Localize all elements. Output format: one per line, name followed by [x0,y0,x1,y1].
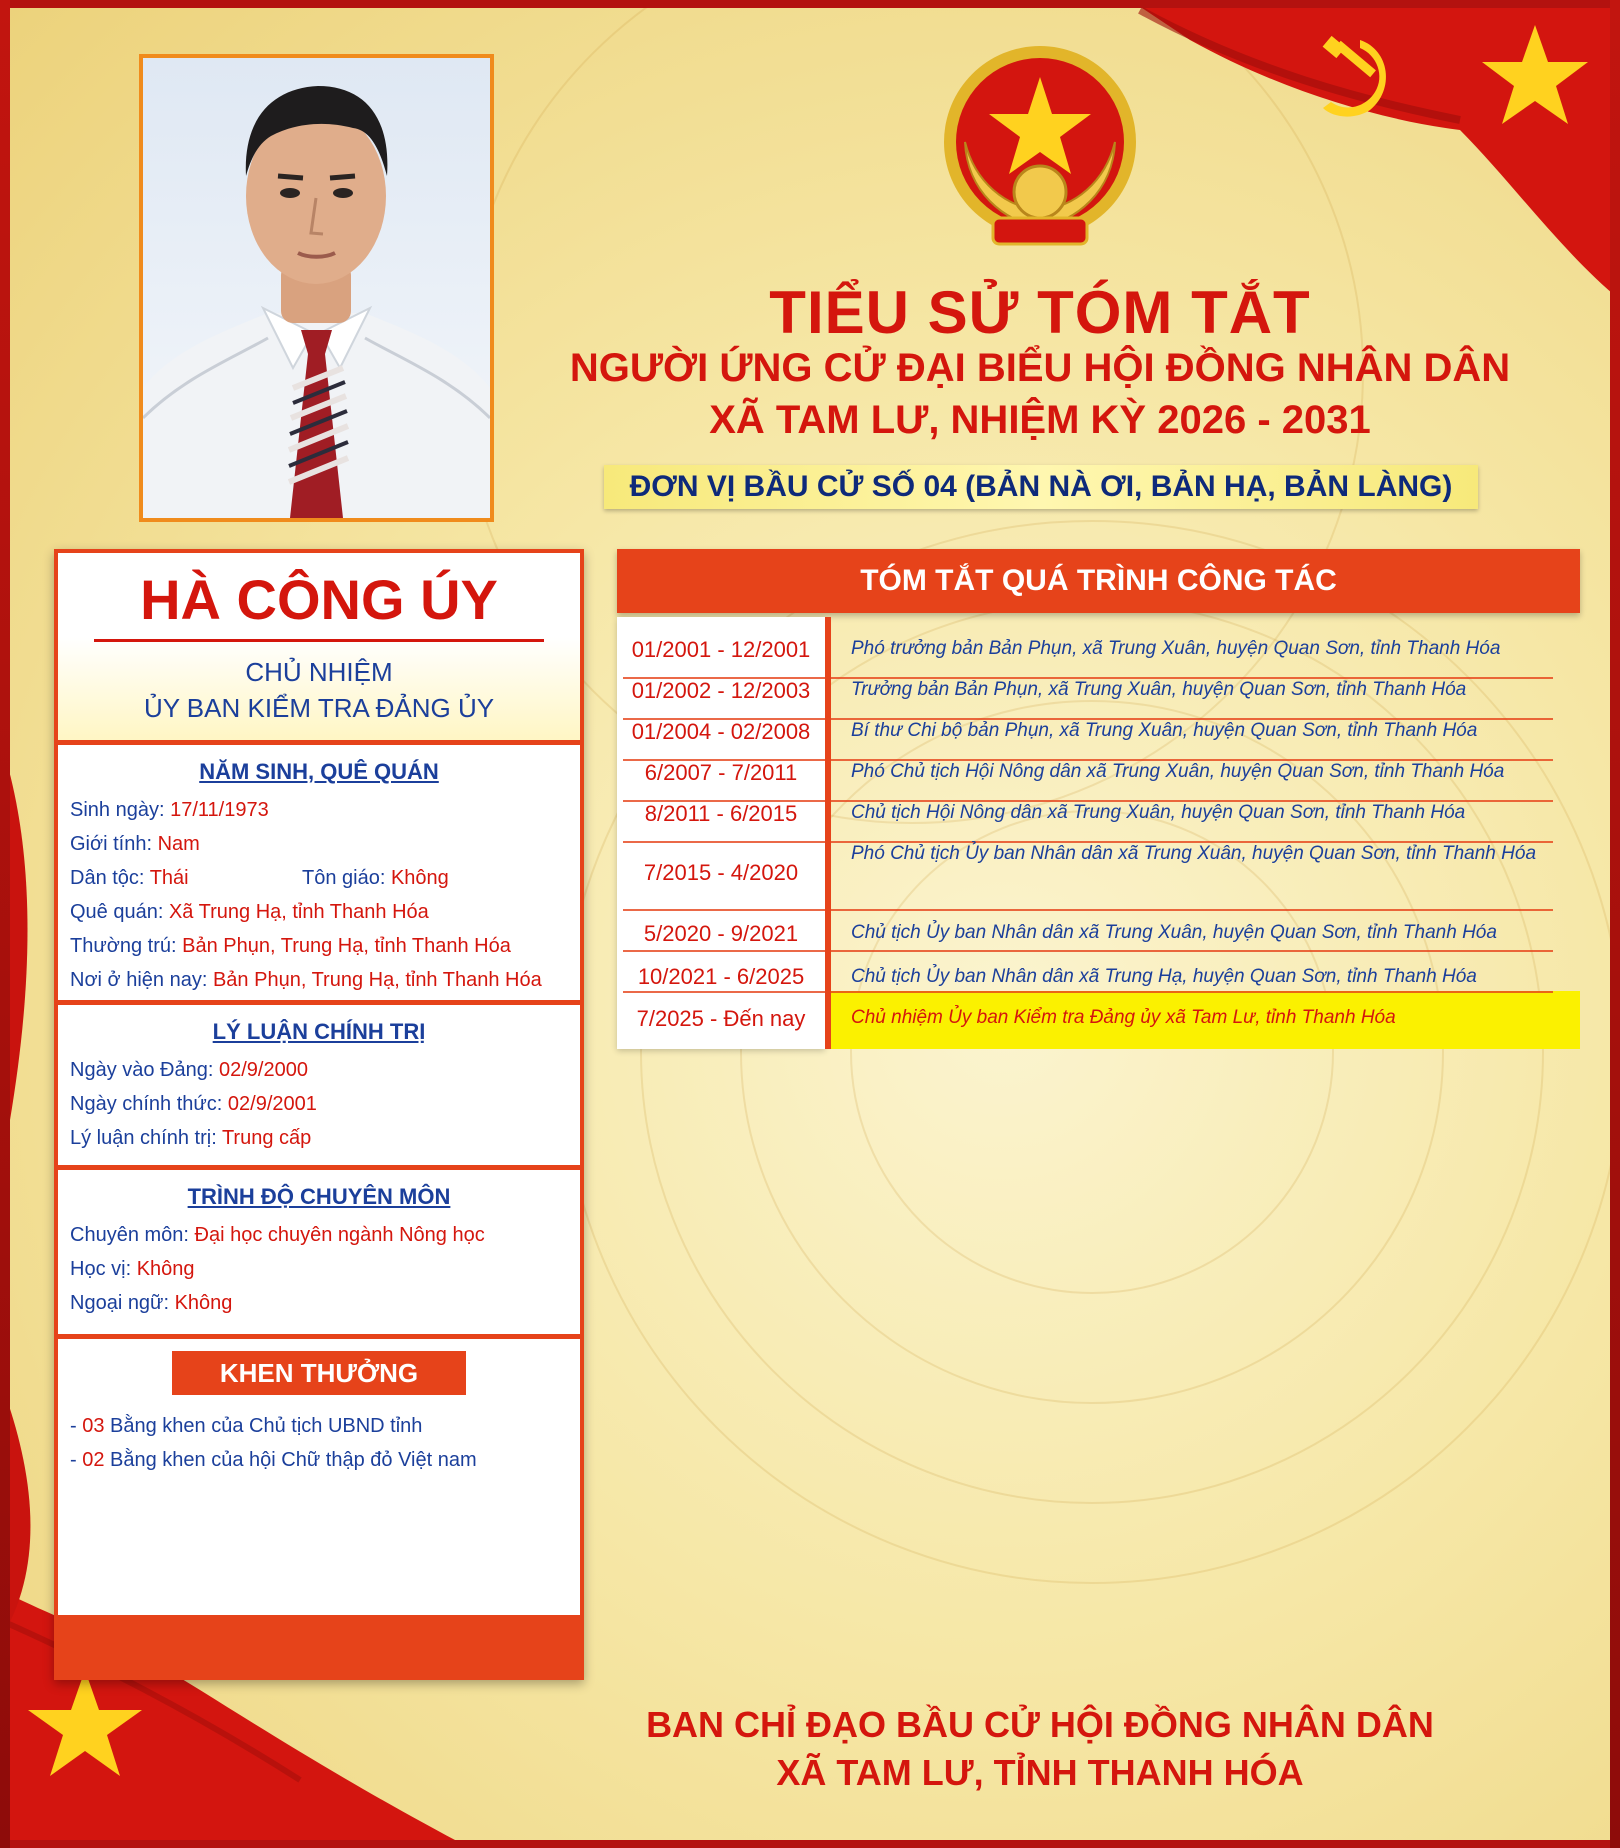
election-unit-label: ĐƠN VỊ BẦU CỬ SỐ 04 (BẢN NÀ ƠI, BẢN HẠ, BẢN LÀNG) [604,465,1478,509]
current-address-field: Nơi ở hiện nay: Bản Phụn, Trung Hạ, tỉnh Thanh Hóa [70,969,542,991]
gender-field: Giới tính: Nam [70,833,200,855]
birth-section-title: NĂM SINH, QUÊ QUÁN [199,759,439,784]
expertise-section-title: TRÌNH ĐỘ CHUYÊN MÔN [187,1184,451,1209]
birth-section [58,745,580,1000]
awards-title: KHEN THƯỞNG [172,1351,466,1395]
work-date: 5/2020 - 9/2021 [643,921,799,946]
page-subtitle-line1: NGƯỜI ỨNG CỬ ĐẠI BIỂU HỘI ĐỒNG NHÂN DÂN [569,346,1511,390]
row-divider [623,950,1553,952]
work-date: 01/2001 - 12/2001 [631,637,811,662]
dob-field: Sinh ngày: 17/11/1973 [70,799,269,821]
work-date: 7/2015 - 4/2020 [643,860,799,885]
work-desc: Phó Chủ tịch Ủy ban Nhân dân xã Trung Xuân, huyện Quan Sơn, tỉnh Thanh Hóa [851,843,1537,864]
footer-line2: XÃ TAM LƯ, TỈNH THANH HÓA [776,1752,1304,1793]
work-date: 10/2021 - 6/2025 [637,964,805,989]
work-desc: Trưởng bản Bản Phụn, xã Trung Xuân, huyện Quan Sơn, tỉnh Thanh Hóa [851,679,1467,700]
work-column-divider [825,617,831,1049]
hometown-field: Quê quán: Xã Trung Hạ, tỉnh Thanh Hóa [70,901,429,923]
work-desc: Bí thư Chi bộ bản Phụn, xã Trung Xuân, huyện Quan Sơn, tỉnh Thanh Hóa [851,720,1478,741]
language-field: Ngoại ngữ: Không [70,1292,233,1314]
party-join-field: Ngày vào Đảng: 02/9/2000 [70,1059,308,1081]
work-date: 7/2025 - Đến nay [636,1006,806,1031]
work-date: 6/2007 - 7/2011 [644,760,798,785]
expertise-section [58,1170,580,1334]
frame-left [0,0,10,1848]
position-line1: CHỦ NHIỆM [245,657,393,687]
page-title: TIỂU SỬ TÓM TẮT [769,279,1311,346]
permanent-address-field: Thường trú: Bản Phụn, Trung Hạ, tỉnh Thanh Hóa [70,935,511,957]
name-underline [94,639,544,642]
frame-bottom [0,1840,1620,1848]
work-desc: Chủ nhiệm Ủy ban Kiểm tra Đảng ủy xã Tam Lư, tỉnh Thanh Hóa [851,1007,1396,1028]
candidate-name: HÀ CÔNG ÚY [140,568,498,631]
candidate-photo [139,54,494,522]
position-line2: ỦY BAN KIỂM TRA ĐẢNG ỦY [143,693,495,723]
major-field: Chuyên môn: Đại học chuyên ngành Nông học [70,1224,485,1246]
work-desc: Chủ tịch Ủy ban Nhân dân xã Trung Xuân, huyện Quan Sơn, tỉnh Thanh Hóa [851,922,1497,943]
politics-section [58,1005,580,1165]
party-official-field: Ngày chính thức: 02/9/2001 [70,1093,317,1115]
awards-section [58,1339,580,1615]
row-divider [623,991,1553,993]
frame-right [1610,0,1620,1848]
politics-section-title: LÝ LUẬN CHÍNH TRỊ [212,1019,426,1044]
work-desc: Chủ tịch Hội Nông dân xã Trung Xuân, huyện Quan Sơn, tỉnh Thanh Hóa [851,802,1466,823]
national-emblem-icon [935,42,1145,260]
ethnic-religion-field: Dân tộc: Thái Tôn giáo: Không [70,867,449,889]
work-date: 8/2011 - 6/2015 [644,801,798,826]
frame-top [0,0,1620,8]
work-date: 01/2004 - 02/2008 [631,719,811,744]
degree-field: Học vị: Không [70,1258,195,1280]
candidate-info-panel [54,549,584,1680]
work-desc: Phó Chủ tịch Hội Nông dân xã Trung Xuân, huyện Quan Sơn, tỉnh Thanh Hóa [851,761,1505,782]
work-history-title: TÓM TẮT QUÁ TRÌNH CÔNG TÁC [617,549,1580,613]
footer-line1: BAN CHỈ ĐẠO BẦU CỬ HỘI ĐỒNG NHÂN DÂN [646,1704,1434,1745]
party-flag-icon [1130,0,1620,300]
political-theory-field: Lý luận chính trị: Trung cấp [70,1127,312,1149]
work-desc: Phó trưởng bản Bản Phụn, xã Trung Xuân, huyện Quan Sơn, tỉnh Thanh Hóa [851,638,1501,659]
page-subtitle-line2: XÃ TAM LƯ, NHIỆM KỲ 2026 - 2031 [709,398,1371,442]
work-desc: Chủ tịch Ủy ban Nhân dân xã Trung Hạ, huyện Quan Sơn, tỉnh Thanh Hóa [851,966,1477,987]
award-item: - 02 Bằng khen của hội Chữ thập đỏ Việt nam [70,1449,477,1471]
award-item: - 03 Bằng khen của Chủ tịch UBND tỉnh [70,1415,423,1437]
name-card [58,553,580,740]
work-history-table [617,617,1580,1049]
work-date: 01/2002 - 12/2003 [631,678,811,703]
row-divider [623,909,1553,911]
